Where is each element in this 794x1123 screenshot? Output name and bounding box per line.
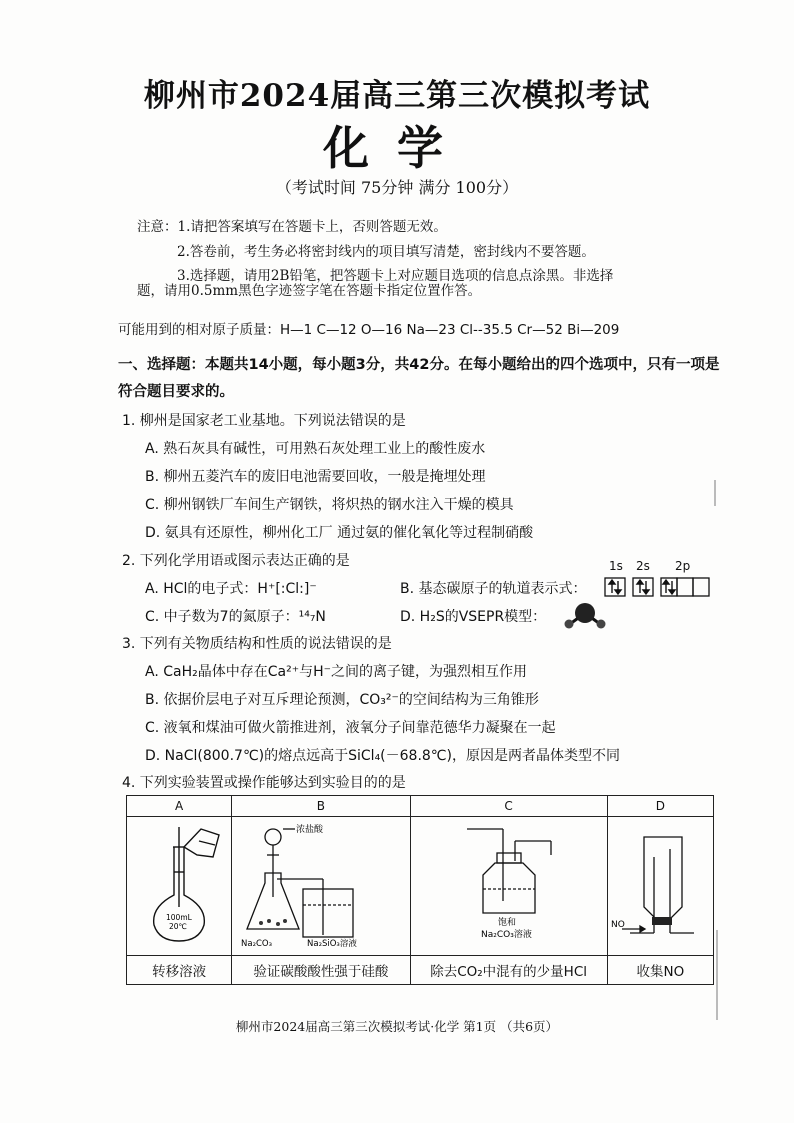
notice-line-1 — [137, 215, 447, 235]
option: A. CaH₂晶体中存在Ca²⁺与H⁻之间的离子键，为强烈相互作用 — [145, 664, 527, 680]
apparatus-label: 浓盐酸 — [295, 825, 323, 835]
section-heading: 一、选择题：本题共14小题，每小题3分，共42分。在每小题给出的四个选项中，只有一项是 — [118, 357, 720, 373]
notice-item: 题，请用0.5mm黑色字迹签字笔在答题卡指定位置作答。 — [137, 283, 482, 299]
table-header: D — [607, 796, 713, 817]
apparatus-label: Na₂SiO₃溶液 — [306, 939, 357, 949]
section-heading-cont: 符合题目要求的。 — [118, 384, 234, 400]
apparatus-d — [607, 817, 713, 956]
caption: 转移溶液 — [127, 956, 232, 985]
scan-mark — [716, 930, 718, 1020]
notice-label: 注意： — [137, 219, 178, 235]
option: A. HCl的电子式：H⁺[:Cl:]⁻ — [145, 581, 317, 597]
option: C. 液氧和煤油可做火箭推进剂，液氧分子间靠范德华力凝聚在一起 — [145, 720, 556, 736]
orbital-label: 2p — [675, 559, 691, 573]
subject-title: 化学 — [323, 121, 471, 175]
table-header: A — [127, 796, 232, 817]
option: D. 氨具有还原性，柳州化工厂 通过氨的催化氧化等过程制硝酸 — [145, 525, 534, 541]
notice-item: 2.答卷前，考生务必将密封线内的项目填写清楚，密封线内不要答题。 — [177, 244, 595, 260]
volumetric-flask-image — [129, 817, 229, 951]
notice-item: 1.请把答案填写在答题卡上，否则答题无效。 — [177, 219, 447, 235]
option: C. 中子数为7的氮原子：¹⁴₇N — [145, 609, 326, 625]
option: D. H₂S的VSEPR模型： — [400, 609, 547, 625]
vsepr-model-image — [560, 598, 610, 632]
gas-collection-image — [608, 817, 712, 951]
orbital-label: 2s — [636, 559, 650, 573]
option: B. 柳州五菱汽车的废旧电池需要回收，一般是掩埋处理 — [145, 469, 486, 485]
acid-comparison-apparatus-image — [233, 817, 409, 951]
notice-item: 3.选择题，请用2B铅笔，把答题卡上对应题目选项的信息点涂黑。非选择 — [177, 268, 614, 284]
question-stem: 2. 下列化学用语或图示表达正确的是 — [122, 553, 350, 569]
flask-label: 100mL — [166, 913, 192, 922]
option: A. 熟石灰具有碱性，可用熟石灰处理工业上的酸性废水 — [145, 441, 486, 457]
orbital-diagram — [604, 576, 712, 600]
question-stem: 4. 下列实验装置或操作能够达到实验目的的是 — [122, 775, 406, 791]
caption: 收集NO — [607, 956, 713, 985]
table-header: B — [232, 796, 410, 817]
apparatus-b — [232, 817, 410, 956]
option: C. 柳州钢铁厂车间生产钢铁，将炽热的钢水注入干燥的模具 — [145, 497, 514, 513]
scan-mark — [714, 480, 716, 506]
apparatus-label: Na₂CO₃溶液 — [481, 930, 532, 940]
table-header: C — [410, 796, 607, 817]
apparatus-label: Na₂CO₃ — [240, 939, 272, 949]
option: D. NaCl(800.7℃)的熔点远高于SiCl₄(－68.8℃)，原因是两者晶体类型不同 — [145, 748, 620, 764]
flask-label: 20℃ — [169, 922, 188, 931]
atomic-masses: 可能用到的相对原子质量：H—1 C—12 O—16 Na—23 Cl--35.5 Cr—52 Bi—209 — [118, 322, 620, 338]
experiment-table — [126, 795, 714, 985]
page-footer: 柳州市2024届高三第三次模拟考试·化学 第1页 （共6页） — [235, 1019, 559, 1034]
option: B. 依据价层电子对互斥理论预测，CO₃²⁻的空间结构为三角锥形 — [145, 692, 539, 708]
exam-title: 柳州市2024届高三第三次模拟考试 — [143, 78, 651, 114]
gas-washing-bottle-image — [411, 817, 606, 951]
question-stem: 1. 柳州是国家老工业基地。下列说法错误的是 — [122, 413, 406, 429]
exam-info: （考试时间 75分钟 满分 100分） — [275, 178, 519, 197]
apparatus-label: NO — [611, 920, 626, 930]
apparatus-a — [127, 817, 232, 956]
option: B. 基态碳原子的轨道表示式： — [400, 581, 587, 597]
question-stem: 3. 下列有关物质结构和性质的说法错误的是 — [122, 636, 392, 652]
orbital-label: 1s — [609, 559, 623, 573]
apparatus-label: 饱和 — [498, 918, 517, 928]
apparatus-c — [410, 817, 607, 956]
caption: 除去CO₂中混有的少量HCl — [410, 956, 607, 985]
caption: 验证碳酸酸性强于硅酸 — [232, 956, 410, 985]
